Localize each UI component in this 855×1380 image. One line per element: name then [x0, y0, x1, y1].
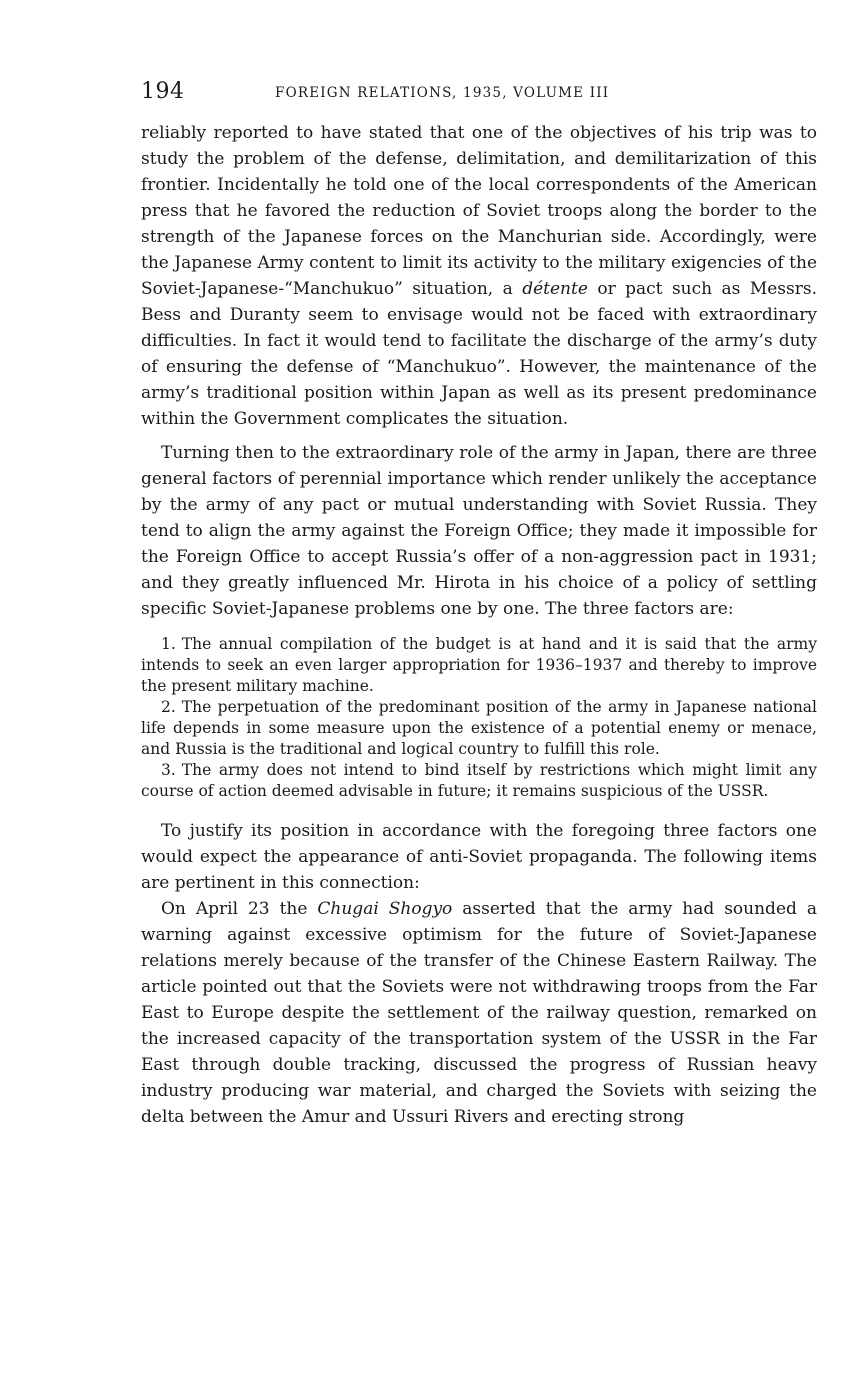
list-item	[141, 634, 817, 697]
running-head	[141, 78, 817, 108]
running-head-title: FOREIGN RELATIONS, 1935, VOLUME III	[275, 85, 610, 101]
list-item-number: 1.	[161, 635, 176, 653]
paragraph-text-continued: asserted that the army had sounded a warning against excessive optimism for the future of Soviet-Japanese relations merely because of the transfer of the Chinese Eastern Railway. The article pointed out that the Soviets were not withdrawing troops from the Far East to Europe despite the settlement of the railway question, remarked on the increased capacity of the transportation system of the USSR in the Far East through double tracking, discussed the progress of Russian heavy industry producing war material, and charged the Soviets with seizing the delta between the Amur and Ussuri Rivers and erecting strong	[141, 899, 817, 1127]
paragraph-chugai-shogyo	[141, 896, 817, 1130]
paragraph-text: To justify its position in accordance with the foregoing three factors one would expect the appearance of anti-Soviet propaganda. The following items are pertinent in this connection:	[141, 821, 817, 893]
paragraph-text-continued: or pact such as Messrs. Bess and Duranty seem to envisage would not be faced with extraordinary difficulties. In fact it would tend to facilitate the discharge of the army’s duty of ensuring the defense of “Manchukuo”. However, the maintenance of the army’s traditional position within Japan as well as its present predominance within the Government complicates the situation.	[141, 279, 817, 429]
paragraph-text: Turning then to the extraordinary role of the army in Japan, there are three general factors of perennial importance which render unlikely the acceptance by the army of any pact or mutual understanding with Soviet Russia. They tend to align the army against the Foreign Office; they made it impossible for the Foreign Office to accept Russia’s offer of a non-aggression pact in 1931; and they greatly influenced Mr. Hirota in his choice of a policy of settling specific Soviet-Japanese problems one by one. The three factors are:	[141, 443, 817, 619]
paragraph-text: reliably reported to have stated that one of the objectives of his trip was to study the problem of the defense, delimitation, and demilitarization of this frontier. Incidentally he told one of the local correspondents of the American press that he favored the reduction of Soviet troops along the border to the strength of the Japanese forces on the Manchurian side. Accordingly, were the Japanese Army content to limit its activity to the military exigencies of the Soviet-Japanese-“Manchukuo” situation, a	[141, 123, 817, 299]
factors-list	[141, 634, 817, 802]
italic-newspaper-name: Chugai Shogyo	[317, 899, 453, 919]
paragraph-frontier-objectives	[141, 120, 817, 432]
list-item	[141, 697, 817, 760]
list-item-text: The army does not intend to bind itself by restrictions which might limit any course of action deemed advisable in future; it remains suspicious of the USSR.	[141, 761, 817, 800]
page-number: 194	[141, 79, 185, 104]
list-item	[141, 760, 817, 802]
list-item-number: 2.	[161, 698, 176, 716]
paragraph-text: On April 23 the	[161, 899, 318, 919]
paragraph-army-role	[141, 440, 817, 622]
list-item-number: 3.	[161, 761, 176, 779]
list-item-text: The annual compilation of the budget is at hand and it is said that the army intends to seek an even larger appropriation for 1936–1937 and thereby to improve the present military machine.	[141, 635, 817, 695]
document-page	[141, 78, 817, 1130]
list-item-text: The perpetuation of the predominant position of the army in Japanese national life depends in some measure upon the existence of a potential enemy or menace, and Russia is the traditional and logical country to fulfill this role.	[141, 698, 817, 758]
italic-term-detente: détente	[522, 279, 588, 299]
body-text	[141, 120, 817, 1130]
paragraph-propaganda	[141, 818, 817, 896]
